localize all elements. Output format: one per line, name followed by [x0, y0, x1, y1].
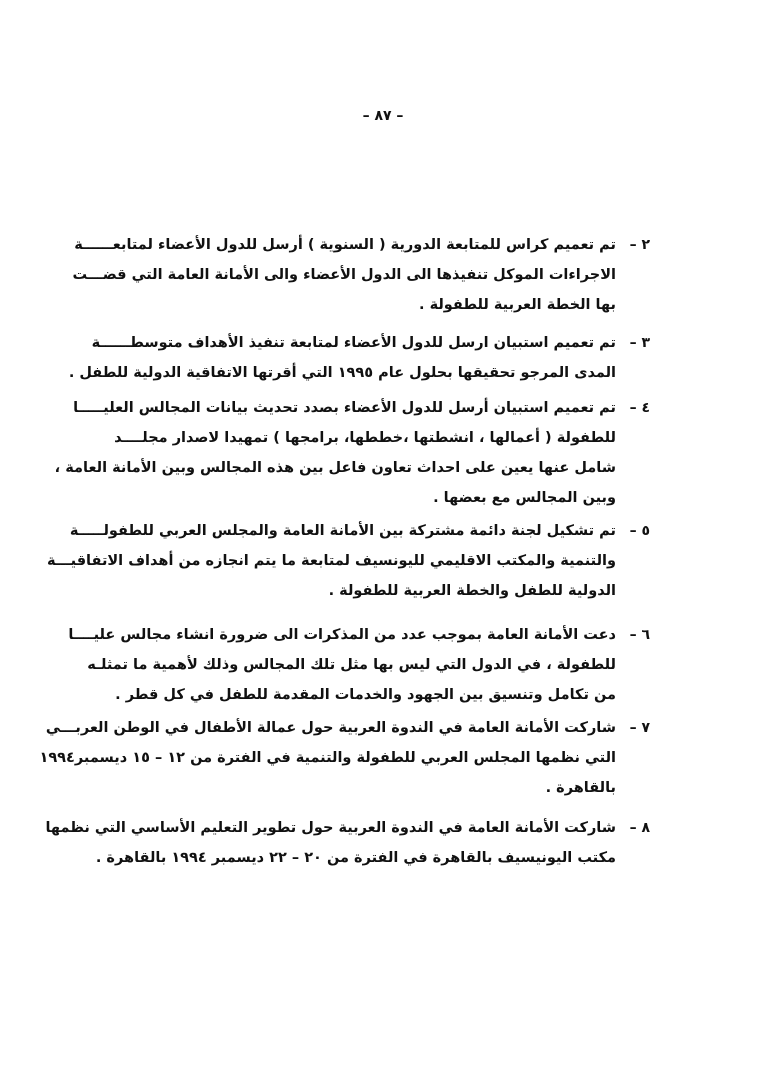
item-text-line: تم تعميم كراس للمتابعة الدورية ( السنوية ) أرسل للدول الأعضاء لمتابعــــــة [74, 237, 616, 253]
item-text [68, 328, 616, 388]
item-number: ٤ – [629, 400, 650, 416]
item-text-line: والتنمية والمكتب الاقليمي لليونسيف لمتابعة ما يتم انجازه من أهداف الاتفاقيـــة [46, 553, 616, 569]
item-number: ٦ – [629, 627, 650, 643]
item-text [54, 393, 616, 513]
item-text-line: المدى المرجو تحقيقها بحلول عام ١٩٩٥ التي أقرتها الاتفاقية الدولية للطفل . [68, 365, 616, 381]
item-text-line: من تكامل وتنسيق بين الجهود والخدمات المقدمة للطفل في كل قطر . [115, 687, 616, 703]
item-text-line: تم تعميم استبيان أرسل للدول الأعضاء بصدد تحديث بيانات المجالس العليـــــا [73, 400, 616, 416]
item-text-line: شاركت الأمانة العامة في الندوة العربية حول تطوير التعليم الأساسي التي نظمها [45, 820, 616, 836]
item-text-line: شاركت الأمانة العامة في الندوة العربية حول عمالة الأطفال في الوطن العربـــي [45, 720, 616, 736]
item-text-line: التي نظمها المجلس العربي للطفولة والتنمية في الفترة من ١٢ – ١٥ ديسمبر١٩٩٤ [39, 750, 616, 766]
item-text-line: تم تعميم استبيان ارسل للدول الأعضاء لمتابعة تنفيذ الأهداف متوسطــــــة [91, 335, 616, 351]
item-text-line: للطفولة ، في الدول التي ليس بها مثل تلك المجالس وذلك لأهمية ما تمثلـه [87, 657, 616, 673]
item-number: ٣ – [629, 335, 650, 351]
item-text [68, 620, 616, 710]
item-text-line: مكتب اليونيسيف بالقاهرة في الفترة من ٢٠ – ٢٢ ديسمبر ١٩٩٤ بالقاهرة . [95, 850, 616, 866]
item-text-line: الدولية للطفل والخطة العربية للطفولة . [328, 583, 616, 599]
item-text-line: بالقاهرة . [545, 780, 616, 796]
item-text-line: بها الخطة العربية للطفولة . [419, 297, 616, 313]
item-text-line: تم تشكيل لجنة دائمة مشتركة بين الأمانة العامة والمجلس العربي للطفولـــــة [69, 523, 616, 539]
item-text [45, 813, 616, 873]
item-text [39, 713, 616, 803]
item-text [46, 516, 616, 606]
item-number: ٧ – [629, 720, 650, 736]
item-text-line: الاجراءات الموكل تنفيذها الى الدول الأعضاء والى الأمانة العامة التي قضـــت [72, 267, 616, 283]
item-text-line: للطفولة ( أعمالها ، انشطتها ،خططها، برامجها ) تمهيدا لاصدار مجلــــد [114, 430, 616, 446]
item-number: ٥ – [629, 523, 650, 539]
item-number: ٨ – [629, 820, 650, 836]
page-number: – ٨٧ – [362, 108, 404, 124]
item-text-line: وبين المجالس مع بعضها . [433, 490, 616, 506]
item-text-line: شامل عنها يعين على احداث تعاون فاعل بين هذه المجالس وبين الأمانة العامة ، [54, 460, 616, 476]
item-text [72, 230, 616, 320]
item-text-line: دعت الأمانة العامة بموجب عدد من المذكرات الى ضرورة انشاء مجالس عليــــا [68, 627, 616, 643]
item-number: ٢ – [629, 237, 650, 253]
